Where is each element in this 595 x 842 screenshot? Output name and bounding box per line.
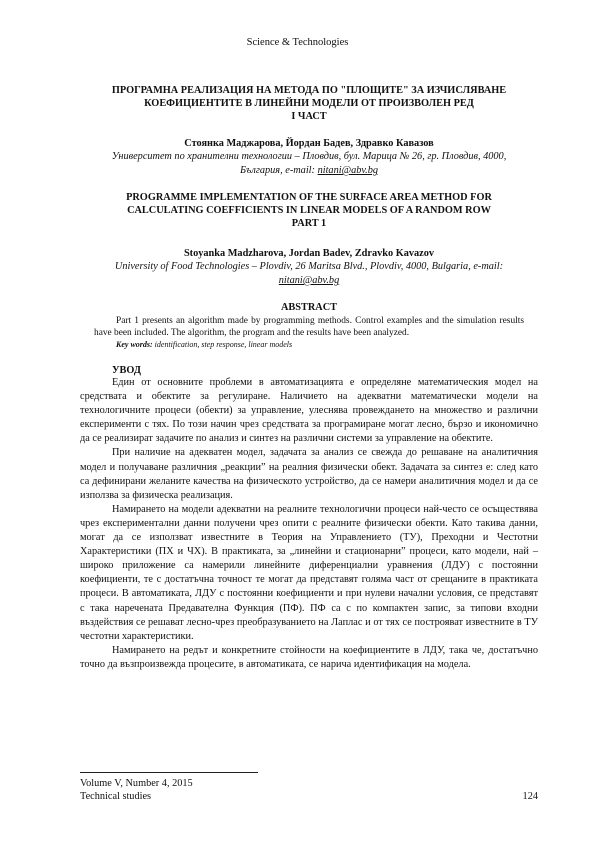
title-line: І ЧАСТ <box>291 111 327 122</box>
authors-english: Stoyanka Madzharova, Jordan Badev, Zdravko Kavazov <box>183 248 435 259</box>
abstract-text: Part 1 presents an algorithm made by programming methods. Control examples and the simulation results have been included. The algorithm, the program and the results have been analyzed. <box>94 316 524 338</box>
authors-bulgarian: Стоянка Маджарова, Йордан Бадев, Здравко Кавазов <box>184 138 434 149</box>
email-link[interactable]: nitani@abv.bg <box>278 275 340 286</box>
affiliation-english <box>80 260 538 288</box>
title-english <box>80 191 538 230</box>
page-number: 124 <box>522 791 538 802</box>
affiliation-line: Университет по хранителни технологии – Пловдив, бул. Марица № 26, гр. Пловдив, 4000, <box>111 151 507 162</box>
page-footer <box>80 777 538 803</box>
footer-volume: Volume V, Number 4, 2015 <box>80 778 193 789</box>
body-paragraph: Един от основните проблеми в автоматизацията е определяне математическия модел на средствата и обектите за регулиране. Наличието на адекватни математически модели на технологичните процеси (обекти) за управление, улеснява провеждането на множество и различни експерименти с тях. По този начин чрез средствата за програмиране могат лесно, бързо и икономично да се реализират задачите по анализ и синтез на различни системи за управление на обектите. <box>80 377 538 445</box>
affiliation-prefix: България, e-mail: <box>239 165 318 176</box>
keywords-list: identification, step response, linear models <box>152 340 293 349</box>
title-line: CALCULATING COEFFICIENTS IN LINEAR MODELS OF A RANDOM ROW <box>127 205 491 216</box>
running-header: Science & Technologies <box>246 37 349 48</box>
title-line: PROGRAMME IMPLEMENTATION OF THE SURFACE AREA METHOD FOR <box>126 192 492 203</box>
section-heading: УВОД <box>112 365 142 376</box>
footer-divider <box>80 772 258 773</box>
title-bulgarian <box>80 84 538 123</box>
body-paragraph: Намирането на модели адекватни на реалните технологични процеси най-често се осъществява чрез експериментални данни получени чрез опити с реалните физически обекти. Като такива данни, могат да се използват известните в Теория на Управлението (ТУ), Преходни и Честотни Характеристики (ПХ и ЧХ). В практиката, за „линейни и стационарни” процеси, като модели, най – широко приложение са намерили линейните диференциални уравнения (ЛДУ) с постоянни коефициенти, те с достатъчна точност те могат да представят голяма част от срещаните в практиката процеси. В автоматиката, ЛДУ с постоянни коефициенти и при нулеви начални условия, се представят с така наречената Предавателна Функция (ПФ). ПФ са с по компактен запис, за типови входни въздействия се решават лесно-чрез преобразуванието на Лаплас и от тях се построяват известните в ТУ честотни характеристики. <box>80 503 538 642</box>
body-paragraph: Намирането на редът и конкретните стойности на коефициентите в ЛДУ, така че, достатъчно точно да възпроизвежда процесите, в автоматиката, се нарича идентификация на модела. <box>80 644 538 670</box>
keywords <box>116 339 538 350</box>
paper-body <box>80 84 538 672</box>
title-line: КОЕФИЦИЕНТИТЕ В ЛИНЕЙНИ МОДЕЛИ ОТ ПРОИЗВОЛЕН РЕД <box>144 98 474 109</box>
affiliation-line <box>80 164 538 178</box>
affiliation-line: University of Food Technologies – Plovdiv, 26 Maritsa Blvd., Plovdiv, 4000, Bulgaria, e-mail: <box>114 261 504 272</box>
affiliation-bulgarian <box>80 150 538 178</box>
title-line: ПРОГРАМНА РЕАЛИЗАЦИЯ НА МЕТОДА ПО "ПЛОЩИТЕ" ЗА ИЗЧИСЛЯВАНЕ <box>111 85 507 96</box>
title-line: PART 1 <box>291 218 327 229</box>
keywords-label: Key words: <box>116 340 153 349</box>
footer-journal: Technical studies <box>80 791 152 802</box>
body-paragraph: При наличие на адекватен модел, задачата за анализ се свежда до решаване на аналитичния модел и получаване различния „реакции” на реалния физически обект. Задачата за синтез е: след като са дефинирани желаните качества на физическото устройство, да се намери аналитичния модел и да се използва за физическа реализация. <box>80 447 538 501</box>
email-link[interactable]: nitani@abv.bg <box>317 165 379 176</box>
abstract-heading: ABSTRACT <box>280 302 338 313</box>
